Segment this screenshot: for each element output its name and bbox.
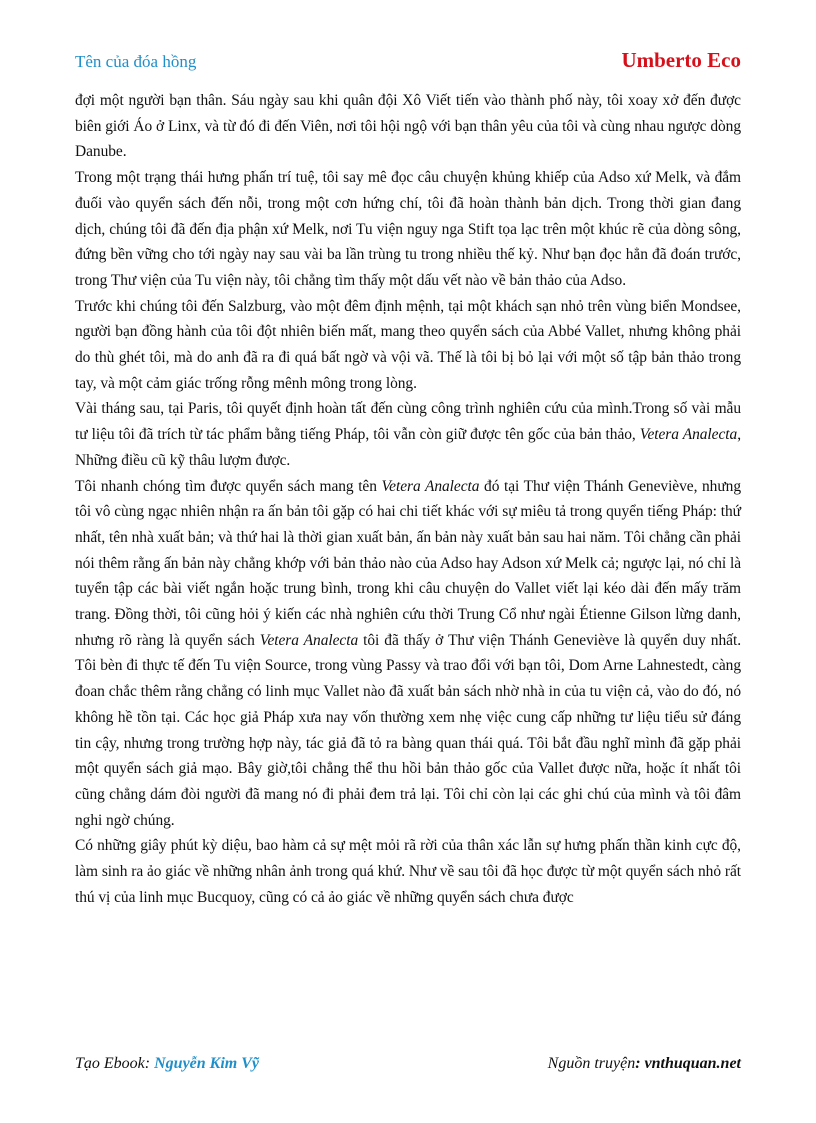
source-label: Nguồn truyện xyxy=(547,1055,636,1072)
paragraph-text: Có những giây phút kỳ diệu, bao hàm cả sự mệt mỏi rã rời của thân xác lẫn sự hưng phấn thần kinh cực độ, làm sinh ra ảo giác về những nhân ảnh trong quá khứ. Như về sau tôi đã học được từ một quyển sách nhỏ rất thú vị của linh mục Bucquoy, cũng có cả ảo giác về những quyển sách chưa được xyxy=(75,837,741,906)
paragraph xyxy=(75,294,741,397)
ebook-separator: : xyxy=(144,1055,155,1072)
paragraph xyxy=(75,396,741,473)
book-title: Tên của đóa hồng xyxy=(75,52,197,71)
paragraph-text: Trước khi chúng tôi đến Salzburg, vào một đêm định mệnh, tại một khách sạn nhỏ trên vùng biển Mondsee, người bạn đồng hành của tôi đột nhiên biến mất, mang theo quyển sách của Abbé Vallet, nhưng không phải do thù ghét tôi, mà do anh đã ra đi quá bất ngờ và vội vã. Thế là tôi bị bỏ lại với một số tập bản thảo trong tay, và một cảm giác trống rỗng mênh mông trong lòng. xyxy=(75,297,741,392)
source-credit xyxy=(548,1055,741,1073)
paragraph xyxy=(75,88,741,165)
paragraph-text: Vài tháng sau, tại Paris, tôi quyết định hoàn tất đến cùng công trình nghiên cứu của mình.Trong số vài mẫu tư liệu tôi đã trích từ tác phẩm bằng tiếng Pháp, tôi vẫn còn giữ được tên gốc của bản thảo, xyxy=(75,400,741,444)
paragraph-text: Tôi nhanh chóng tìm được quyển sách mang tên xyxy=(75,477,382,495)
author-name: Umberto Eco xyxy=(621,48,741,72)
book-title-italic: Vetera Analecta xyxy=(381,477,480,495)
source-separator: : xyxy=(635,1055,645,1072)
book-title-italic: Vetera Analecta xyxy=(259,631,359,649)
source-site: vnthuquan.net xyxy=(644,1055,741,1072)
paragraph-text: đợi một người bạn thân. Sáu ngày sau khi quân đội Xô Viết tiến vào thành phố này, tôi xoay xở đến được biên giới Áo ở Linx, và từ đó đi đến Viên, nơi tôi hội ngộ với bạn thân yêu của tôi và cùng nhau ngược dòng Danube. xyxy=(75,92,741,161)
paragraph-text: đó tại Thư viện Thánh Geneviève, nhưng tôi vô cùng ngạc nhiên nhận ra ấn bản tôi gặp có hai chi tiết khác với sự miêu tả trong quyển tiếng Pháp: thứ nhất, tên nhà xuất bản; và thứ hai là thời gian xuất bản, ấn bản này xuất bản sau hai năm. Tôi chẳng cần phải nói thêm rằng ấn bản này chẳng khớp với bản thảo nào của Adso hay Adson xứ Melk cả; ngược lại, nó chỉ là tuyển tập các bài viết ngắn hoặc trung bình, trong khi câu chuyện do Vallet viết lại kéo dài đến mấy trăm trang. Đồng thời, tôi cũng hỏi ý kiến các nhà nghiên cứu thời Trung Cổ như ngài Étienne Gilson lừng danh, nhưng rõ ràng là quyển sách xyxy=(75,477,741,649)
ebook-credit xyxy=(75,1055,259,1073)
paragraph xyxy=(75,474,741,834)
page-header xyxy=(75,48,741,78)
body-text xyxy=(75,88,741,911)
book-title-italic: Vetera Analecta xyxy=(639,426,738,444)
paragraph-text: Trong một trạng thái hưng phấn trí tuệ, tôi say mê đọc câu chuyện khủng khiếp của Adso xứ Melk, và đắm đuối vào quyển sách đến nỗi, trong một cơn hứng chí, tôi đã hoàn thành bản dịch. Trong thời gian đang dịch, chúng tôi đã đến địa phận xứ Melk, nơi Tu viện nguy nga Stift tọa lạc trên một khúc rẽ của dòng sông, đứng bền vững cho tới ngày nay sau vài ba lần trùng tu trong nhiều thế kỷ. Như bạn đọc hẳn đã đoán trước, trong Thư viện của Tu viện này, tôi chẳng tìm thấy một dấu vết nào về bản thảo của Adso. xyxy=(75,169,741,289)
paragraph-text: tôi đã thấy ở Thư viện Thánh Geneviève là quyển duy nhất. Tôi bèn đi thực tế đến Tu viện Source, trong vùng Passy và trao đổi với bạn tôi, Dom Arne Lahnestedt, càng đoan chắc thêm rằng chẳng có linh mục Vallet nào đã xuất bản sách nhờ nhà in của tu viện cả, vào do đó, nó không hề tồn tại. Các học giả Pháp xưa nay vốn thường xem nhẹ việc cung cấp những tư liệu tiểu sử đáng tin cậy, nhưng trong trường hợp này, tác giả đã tỏ ra bàng quan thái quá. Tôi bắt đầu nghĩ mình đã gặp phải một quyển sách giả mạo. Bây giờ,tôi chẳng thể thu hồi bản thảo gốc của Vallet được nữa, hoặc ít nhất tôi cũng chẳng dám đòi người đã mang nó đi phải đem trả lại. Tôi chỉ còn lại các ghi chú của mình và tôi đâm nghi ngờ chúng. xyxy=(75,631,741,829)
paragraph-text: , Những điều cũ kỹ thâu lượm được. xyxy=(75,426,741,469)
paragraph xyxy=(75,165,741,294)
page-footer xyxy=(75,1055,741,1077)
paragraph xyxy=(75,833,741,910)
ebook-creator-name: Nguyễn Kim Vỹ xyxy=(154,1055,259,1072)
ebook-label: Tạo Ebook xyxy=(75,1055,145,1072)
